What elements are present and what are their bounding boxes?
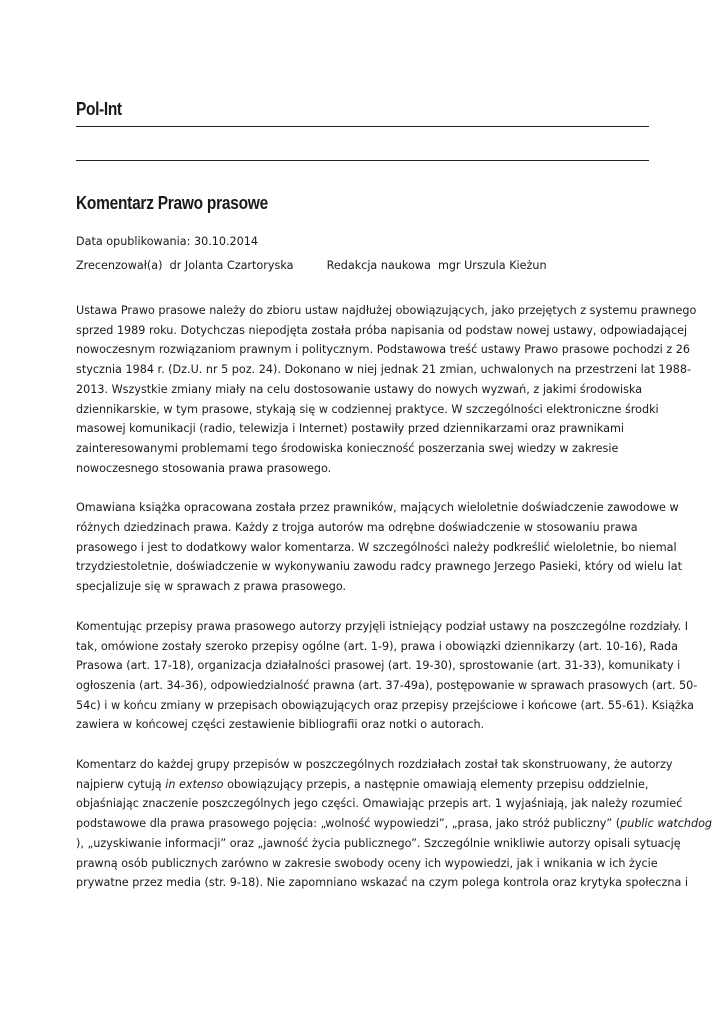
header-divider-top <box>76 126 649 127</box>
paragraph-line: 54c) i w końcu zmiany w przepisach obowiązujących oraz przepisy przejściowe i końcowe (art. 55-61). Książka <box>76 698 694 712</box>
paragraph-line: nowoczesnego stosowania prawa prasowego. <box>76 461 332 475</box>
paragraph-line: sprzed 1989 roku. Dotychczas niepodjęta została próba napisania od podstaw nowej ustawy, odpowiadającej <box>76 323 688 337</box>
article-body <box>76 301 713 913</box>
paragraph-line: stycznia 1984 r. (Dz.U. nr 5 poz. 24). Dokonano w niej jednak 21 zmian, uchwalonych na przestrzeni lat 1988- <box>76 363 692 377</box>
paragraph-line: Prasowa (art. 17-18), organizacja działalności prasowej (art. 19-30), sprostowanie (art. 31-33), komunikaty i <box>76 659 681 673</box>
published-date: 30.10.2014 <box>193 235 259 248</box>
paragraph-line: prawną osób publicznych zarówno w zakresie swobody oceny ich wypowiedzi, jak i wnikania w ich życie <box>76 856 658 870</box>
paragraph-line: Ustawa Prawo prasowe należy do zbioru ustaw najdłużej obowiązujących, jako przejętych z systemu prawnego <box>76 304 697 317</box>
paragraph-line: podstawowe dla prawa prasowego pojęcia: „wolność wypowiedzi”, „prasa, jako stróż publiczny” (public watchdog <box>76 817 713 831</box>
paragraph-line: zainteresowanymi problemami tego środowiska konieczność poszerzania swej wiedzy w zakresie <box>76 441 619 455</box>
paragraph-line: specjalizuje się w sprawach z prawa prasowego. <box>76 580 347 594</box>
paragraph-line: nowoczesnym rozwiązaniom prawnym i politycznym. Podstawowa treść ustawy Prawo prasowe pochodzi z 26 <box>76 343 690 357</box>
article-title: Komentarz Prawo prasowe <box>76 193 268 213</box>
paragraph-line: najpierw cytują in extenso obowiązujący przepis, a następnie omawiają elementy przepisu oddzielnie, <box>76 777 649 791</box>
editor-label: Redakcja naukowa <box>326 259 431 272</box>
paragraph-line: dziennikarskie, w tym prasowe, stykają się w codziennej praktyce. W szczególności elektroniczne środki <box>76 402 659 416</box>
paragraph-line: 2013. Wszystkie zmiany miały na celu dostosowanie ustawy do nowych wyzwań, z jakimi środowiska <box>76 382 643 396</box>
publication-date-line <box>76 234 258 250</box>
header-divider-bottom <box>76 160 649 161</box>
paragraph-line: masowej komunikacji (radio, telewizja i Internet) postawiły przed dziennikarzami oraz prawnikami <box>76 422 625 436</box>
reviewer-label: Zrecenzował(a) <box>76 259 163 272</box>
body-paragraph <box>76 617 698 735</box>
paragraph-line: zawiera w końcowej części zestawienie bibliografii oraz notki o autorach. <box>76 718 485 732</box>
editor-name: mgr Urszula Kieżun <box>437 259 547 272</box>
body-paragraph <box>76 755 713 893</box>
paragraph-line: prasowego i jest to dodatkowy walor komentarza. W szczególności należy podkreślić wieloletnie, bo niemal <box>76 540 677 554</box>
paragraph-line: prywatne przez media (str. 9-18). Nie zapomniano wskazać na czym polega kontrola oraz krytyka społeczna i <box>76 876 689 890</box>
paragraph-line: Komentując przepisy prawa prasowego autorzy przyjęli istniejący podział ustawy na poszczególne rozdziały. I <box>76 619 689 633</box>
body-paragraph <box>76 498 683 597</box>
paragraph-line: trzydziestoletnie, doświadczenie w wykonywaniu zawodu radcy prawnego Jerzego Pasieki, który od wielu lat <box>76 560 683 574</box>
body-paragraph <box>76 301 697 478</box>
paragraph-line: objaśniając znaczenie poszczególnych jego części. Omawiając przepis art. 1 wyjaśniają, jak należy rozumieć <box>76 797 683 811</box>
paragraph-line: ), „uzyskiwanie informacji” oraz „jawność życia publicznego”. Szczególnie wnikliwie autorzy opisali sytuację <box>76 836 681 850</box>
published-label: Data opublikowania: <box>76 235 191 248</box>
paragraph-line: ogłoszenia (art. 34-36), odpowiedzialność prawna (art. 37-49a), postępowanie w sprawach prasowych (art. 50- <box>76 678 698 692</box>
paragraph-line: różnych dziedzinach prawa. Każdy z trojga autorów ma odrębne doświadczenie w stosowaniu prawa <box>76 521 638 535</box>
site-title: Pol-Int <box>76 99 122 119</box>
reviewer-name: dr Jolanta Czartoryska <box>169 259 294 272</box>
paragraph-line: tak, omówione zostały szeroko przepisy ogólne (art. 1-9), prawa i obowiązki dziennikarzy (art. 10-16), Rada <box>76 639 679 653</box>
paragraph-line: Komentarz do każdej grupy przepisów w poszczególnych rozdziałach został tak skonstruowany, że autorzy <box>76 758 673 772</box>
credits-line <box>76 258 547 274</box>
paragraph-line: Omawiana książka opracowana została przez prawników, mających wieloletnie doświadczenie zawodowe w <box>76 501 679 515</box>
